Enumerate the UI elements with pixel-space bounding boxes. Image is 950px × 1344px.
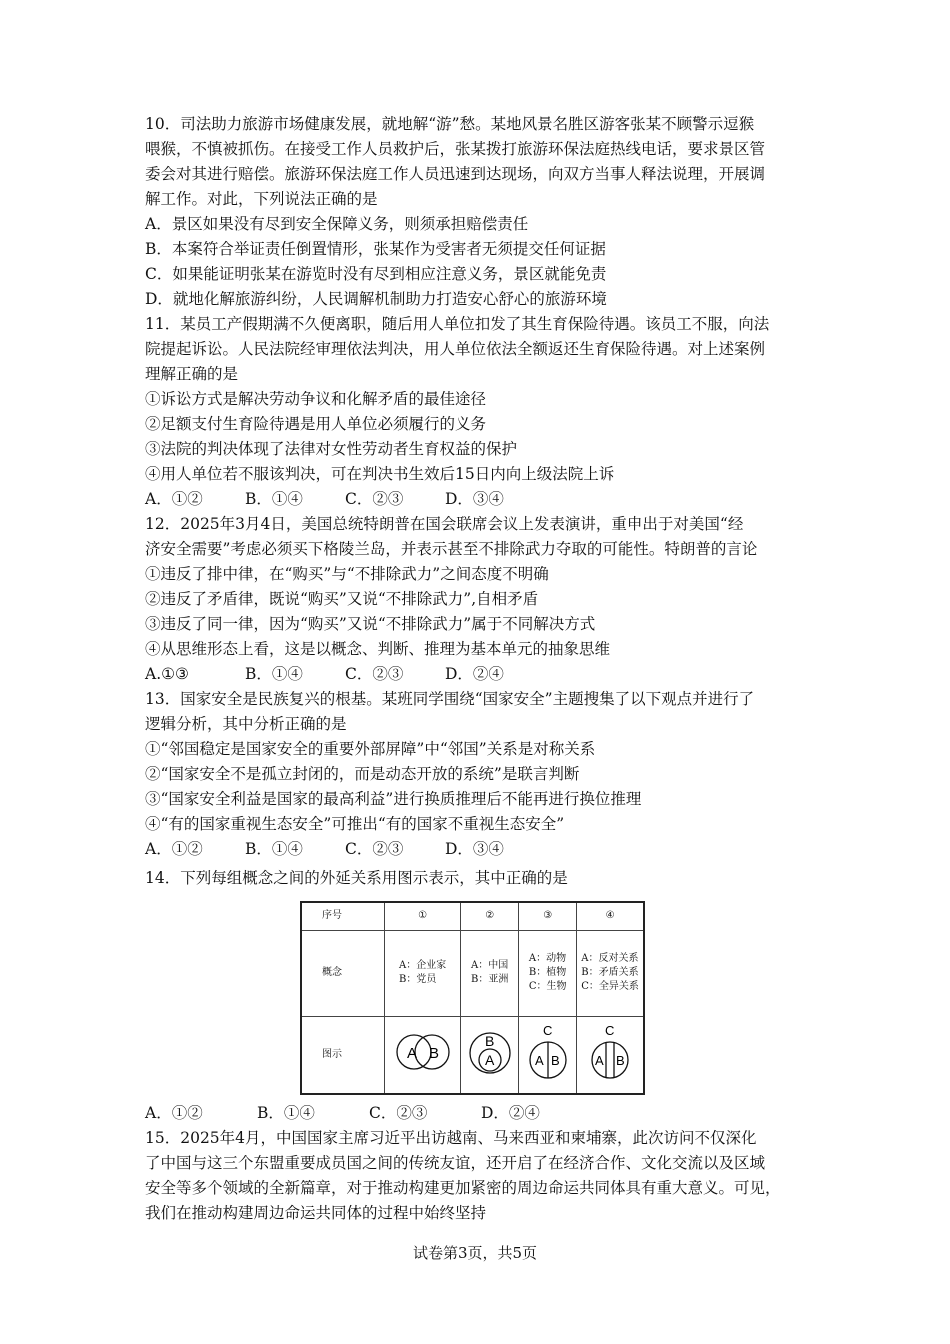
- circle-label-b: B: [550, 1053, 560, 1069]
- venn-nested-diagram: [465, 1024, 515, 1080]
- option-d: D．就地化解旅游纠纷，人民调解机制助力打造安心舒心的旅游环境: [145, 290, 607, 308]
- question-13: [145, 687, 817, 862]
- concept-text: A：中国: [471, 960, 509, 971]
- answer-choices: [145, 837, 817, 862]
- column-no-4: ④: [577, 902, 644, 930]
- choice-c: C．②③: [345, 840, 404, 858]
- question-stem-line: 13．国家安全是民族复兴的根基。某班同学围绕“国家安全”主题搜集了以下观点并进行了: [145, 690, 755, 708]
- diagram-cell-3: [519, 1016, 577, 1094]
- answer-choices: [145, 487, 817, 512]
- statement-item: ④用人单位若不服该判决，可在判决书生效后15日内向上级法院上诉: [145, 465, 615, 483]
- circle-label-b: B: [428, 1045, 439, 1063]
- concept-text: B：植物: [528, 967, 567, 978]
- question-stem-line: 了中国与这三个东盟重要成员国之间的传统友谊，还开启了在经济合作、文化交流以及区域: [145, 1154, 766, 1172]
- concept-table-wrapper: [300, 901, 645, 1093]
- statement-item: ①违反了排中律，在“购买”与“不排除武力”之间态度不明确: [145, 565, 549, 583]
- choice-b: B．①④: [257, 1104, 315, 1122]
- option-c: C．如果能证明张某在游览时没有尽到相应注意义务，景区就能免责: [145, 265, 607, 283]
- question-11: [145, 312, 817, 512]
- statement-item: ①诉讼方式是解决劳动争议和化解矛盾的最佳途径: [145, 390, 487, 408]
- statement-item: ④从思维形态上看，这是以概念、判断、推理为基本单元的抽象思维: [145, 640, 611, 658]
- statement-item: ③“国家安全利益是国家的最高利益”进行换质推理后不能再进行换位推理: [145, 790, 642, 808]
- statement-item: ②“国家安全不是孤立封闭的，而是动态开放的系统”是联言判断: [145, 765, 580, 783]
- statement-item: ③违反了同一律，因为“购买”又说“不排除武力”属于不同解决方式: [145, 615, 596, 633]
- concept-text: B：党员: [398, 974, 437, 985]
- circle-label-a: A: [406, 1045, 417, 1063]
- table-row: [301, 1016, 644, 1094]
- venn-split-diagram-3: [523, 1022, 573, 1082]
- choice-a: A．①②: [145, 840, 203, 858]
- concept-text: C：生物: [528, 981, 567, 992]
- choice-d: D．③④: [445, 840, 504, 858]
- choice-a: A.①③: [145, 665, 189, 683]
- choice-c: C．②③: [345, 665, 404, 683]
- table-row: [301, 902, 644, 930]
- venn-split-diagram-4: [585, 1022, 635, 1082]
- page-footer: 试卷第3页，共5页: [412, 1244, 538, 1262]
- choice-c: C．②③: [345, 490, 404, 508]
- column-no-1: ①: [385, 902, 461, 930]
- question-stem-line: 委会对其进行赔偿。旅游环保法庭工作人员迅速到达现场，向双方当事人释法说理，开展调: [145, 165, 766, 183]
- choice-d: D．②④: [445, 665, 504, 683]
- choice-d: D．②④: [481, 1104, 540, 1122]
- statement-item: ③法院的判决体现了法律对女性劳动者生育权益的保护: [145, 440, 518, 458]
- concept-text: C：全异关系: [581, 981, 639, 992]
- concept-cell-1: [385, 930, 461, 1016]
- circle-label-a: A: [595, 1053, 604, 1069]
- circle-label-b: B: [484, 1033, 495, 1050]
- circle-label-a: A: [534, 1053, 544, 1069]
- choice-a: A．①②: [145, 1104, 203, 1122]
- concept-row-label: 概念: [301, 930, 385, 1016]
- concept-text: B：亚洲: [471, 974, 509, 985]
- question-stem-line: 济安全需要”考虑必须买下格陵兰岛，并表示甚至不排除武力夺取的可能性。特朗普的言论: [145, 540, 758, 558]
- option-b: B．本案符合举证责任倒置情形，张某作为受害者无须提交任何证据: [145, 240, 606, 258]
- question-stem-line: 15．2025年4月，中国国家主席习近平出访越南、马来西亚和柬埔寨，此次访问不仅深化: [145, 1129, 757, 1147]
- question-14: [145, 866, 817, 1126]
- option-a: A．景区如果没有尽到安全保障义务，则须承担赔偿责任: [145, 215, 529, 233]
- question-stem-line: 理解正确的是: [145, 365, 239, 383]
- page-content: [145, 112, 817, 1226]
- choice-c: C．②③: [369, 1104, 428, 1122]
- question-stem-line: 逻辑分析，其中分析正确的是: [145, 715, 347, 733]
- diagram-cell-2: [461, 1016, 519, 1094]
- question-stem-line: 10．司法助力旅游市场健康发展，就地解“游”愁。某地风景名胜区游客张某不顾警示逗猴: [145, 115, 755, 133]
- diagram-row-label: 图示: [301, 1016, 385, 1094]
- question-stem-line: 院提起诉讼。人民法院经审理依法判决，用人单位依法全额返还生育保险待遇。对上述案例: [145, 340, 766, 358]
- concept-text: A：企业家: [398, 960, 447, 971]
- question-stem-line: 12．2025年3月4日，美国总统特朗普在国会联席会议上发表演讲，重申出于对美国“经: [145, 515, 744, 533]
- question-stem-line: 喂猴，不慎被抓伤。在接受工作人员救护后，张某拨打旅游环保法庭热线电话，要求景区管: [145, 140, 766, 158]
- choice-a: A．①②: [145, 490, 203, 508]
- question-stem-line: 安全等多个领域的全新篇章，对于推动构建更加紧密的周边命运共同体具有重大意义。可见，: [145, 1179, 781, 1197]
- question-stem-line: 解工作。对此，下列说法正确的是: [145, 190, 378, 208]
- concept-text: A：反对关系: [581, 953, 639, 964]
- question-stem-line: 11．某员工产假期满不久便离职，随后用人单位扣发了其生育保险待遇。该员工不服，向法: [145, 315, 770, 333]
- column-no-3: ③: [519, 902, 577, 930]
- question-stem-line: 我们在推动构建周边命运共同体的过程中始终坚持: [145, 1204, 487, 1222]
- circle-label-c: C: [605, 1023, 615, 1039]
- answer-choices: [145, 662, 817, 687]
- question-stem-line: 14．下列每组概念之间的外延关系用图示表示，其中正确的是: [145, 869, 568, 887]
- concept-cell-4: [577, 930, 644, 1016]
- choice-b: B．①④: [245, 490, 303, 508]
- choice-d: D．③④: [445, 490, 504, 508]
- header-label: 序号: [301, 902, 385, 930]
- concept-text: B：矛盾关系: [581, 967, 639, 978]
- choice-b: B．①④: [245, 665, 303, 683]
- question-10: [145, 112, 817, 312]
- question-15: [145, 1126, 817, 1226]
- column-no-2: ②: [461, 902, 519, 930]
- concept-table: [300, 901, 645, 1095]
- circle-label-c: C: [542, 1023, 553, 1039]
- concept-text: A：动物: [528, 953, 567, 964]
- table-row: [301, 930, 644, 1016]
- question-12: [145, 512, 817, 687]
- concept-cell-3: [519, 930, 577, 1016]
- answer-choices: [145, 1101, 817, 1126]
- choice-b: B．①④: [245, 840, 303, 858]
- statement-item: ①“邻国稳定是国家安全的重要外部屏障”中“邻国”关系是对称关系: [145, 740, 596, 758]
- statement-item: ②违反了矛盾律，既说“购买”又说“不排除武力”,自相矛盾: [145, 590, 539, 608]
- circle-label-a: A: [484, 1052, 495, 1069]
- circle-label-b: B: [616, 1053, 625, 1069]
- statement-item: ④“有的国家重视生态安全”可推出“有的国家不重视生态安全”: [145, 815, 565, 833]
- diagram-cell-1: [385, 1016, 461, 1094]
- venn-overlap-diagram: [390, 1027, 456, 1077]
- diagram-cell-4: [577, 1016, 644, 1094]
- concept-cell-2: [461, 930, 519, 1016]
- statement-item: ②足额支付生育险待遇是用人单位必须履行的义务: [145, 415, 487, 433]
